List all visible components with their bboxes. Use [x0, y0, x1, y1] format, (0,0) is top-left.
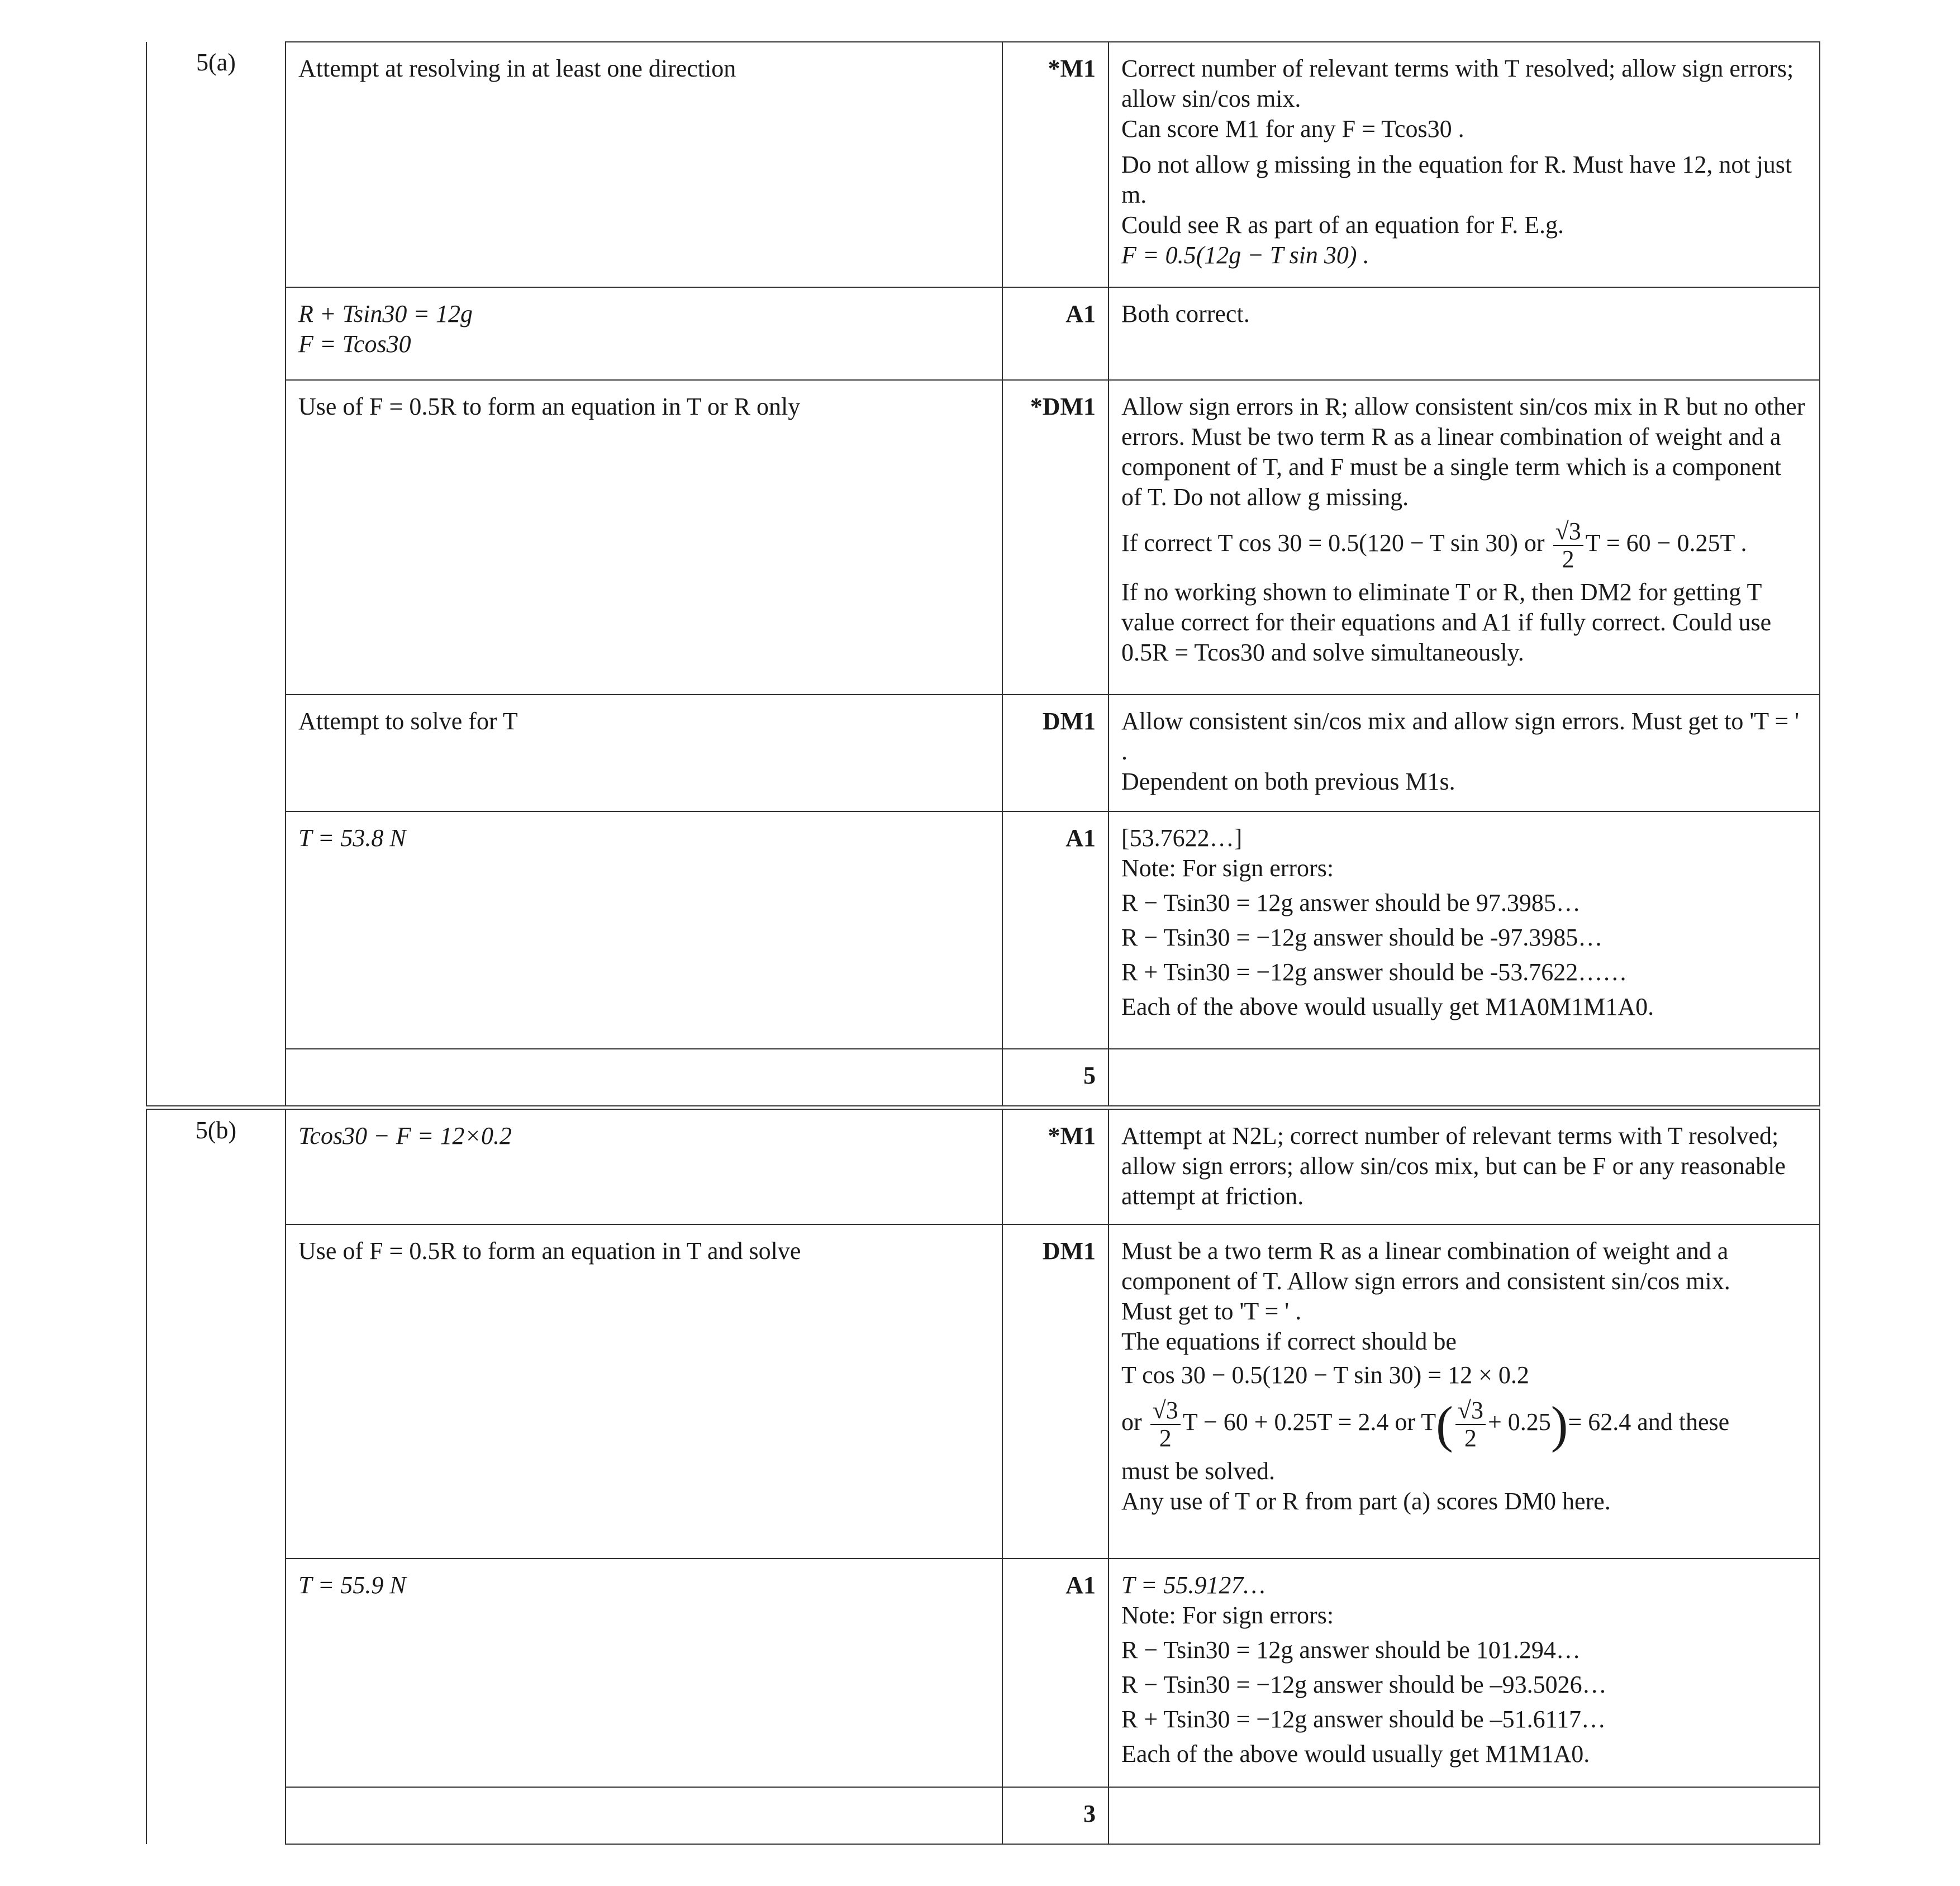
guidance-text: R − Tsin30 = −12g answer should be -97.3985…	[1121, 924, 1603, 951]
table-row	[146, 811, 1820, 1049]
total-row	[146, 1049, 1820, 1106]
guidance-text: R + Tsin30 = −12g answer should be -53.7622……	[1121, 958, 1628, 986]
answer-text: Attempt at resolving in at least one direction	[298, 55, 736, 82]
guidance-text: Both correct.	[1121, 300, 1250, 327]
table-row	[146, 287, 1820, 380]
answer-cell	[286, 380, 1002, 695]
guidance-text: Do not allow g missing in the equation for R. Must have 12, not just m.	[1121, 151, 1792, 208]
table-row	[146, 1224, 1820, 1559]
answer-text: Tcos30 − F = 12×0.2	[298, 1122, 512, 1149]
guidance-text: R − Tsin30 = 12g answer should be 101.294…	[1121, 1636, 1581, 1664]
guidance-text: Any use of T or R from part (a) scores DM0 here.	[1121, 1488, 1611, 1515]
sqrt3-over-2-fraction: $\frac{√3}{2}$	[1150, 1397, 1181, 1452]
guidance-cell	[1109, 380, 1820, 695]
guidance-text: F = 0.5(12g − T sin 30) .	[1121, 241, 1369, 269]
question-number-cell	[146, 42, 286, 1106]
answer-cell	[286, 1224, 1002, 1559]
answer-cell	[286, 1109, 1002, 1224]
mark-cell: DM1	[1002, 695, 1109, 811]
sqrt3-over-2-fraction: $\frac{√3}{2}$	[1553, 518, 1583, 573]
answer-text: Attempt to solve for T	[298, 707, 518, 735]
answer-cell	[286, 287, 1002, 380]
guidance-text: Can score M1 for any F = Tcos30 .	[1121, 115, 1464, 142]
guidance-equation: If correct T cos 30 = 0.5(120 − T sin 30) or $\frac{√3}{2}$ T = 60 − 0.25T .	[1121, 517, 1747, 573]
guidance-text: R − Tsin30 = 12g answer should be 97.3985…	[1121, 889, 1581, 916]
table-row	[146, 695, 1820, 811]
answer-text: F = Tcos30	[298, 330, 411, 358]
guidance-text: Must be a two term R as a linear combination of weight and a component of T. Allow sign errors and consistent sin/cos mix.	[1121, 1237, 1730, 1295]
answer-text: Use of F = 0.5R to form an equation in T or R only	[298, 393, 801, 420]
table-row	[146, 1559, 1820, 1787]
guidance-text: Could see R as part of an equation for F. E.g.	[1121, 211, 1564, 239]
guidance-cell	[1109, 695, 1820, 811]
answer-cell	[286, 1787, 1002, 1844]
guidance-cell	[1109, 42, 1820, 287]
guidance-text: The equations if correct should be	[1121, 1328, 1457, 1355]
mark-cell: A1	[1002, 1559, 1109, 1787]
mark-cell: A1	[1002, 811, 1109, 1049]
guidance-text: must be solved.	[1121, 1457, 1275, 1485]
guidance-cell	[1109, 287, 1820, 380]
guidance-cell	[1109, 1787, 1820, 1844]
guidance-cell	[1109, 1109, 1820, 1224]
guidance-text: [53.7622…]	[1121, 824, 1243, 852]
guidance-text: Must get to 'T = ' .	[1121, 1298, 1302, 1325]
guidance-cell	[1109, 1559, 1820, 1787]
guidance-text: Note: For sign errors:	[1121, 854, 1334, 882]
answer-cell	[286, 1559, 1002, 1787]
guidance-equation: or $\frac{√3}{2}$ T − 60 + 0.25T = 2.4 or T( $\frac{√3}{2}$ + 0.25)= 62.4 and these	[1121, 1396, 1730, 1453]
guidance-text: R − Tsin30 = −12g answer should be –93.5026…	[1121, 1671, 1607, 1698]
guidance-text: T cos 30 − 0.5(120 − T sin 30) = 12 × 0.2	[1121, 1361, 1529, 1389]
answer-cell	[286, 695, 1002, 811]
guidance-text: Attempt at N2L; correct number of relevant terms with T resolved; allow sign errors; allow sin/cos mix, but can be F or any reasonable attempt at friction.	[1121, 1122, 1786, 1210]
guidance-text: Correct number of relevant terms with T resolved; allow sign errors; allow sin/cos mix.	[1121, 55, 1794, 112]
guidance-text: If no working shown to eliminate T or R, then DM2 for getting T value correct for their equations and A1 if fully correct. Could use 0.5R = Tcos30 and solve simultaneously.	[1121, 578, 1772, 666]
table-row	[146, 380, 1820, 695]
guidance-cell	[1109, 1049, 1820, 1106]
question-number: 5(a)	[196, 49, 236, 76]
mark-cell: A1	[1002, 287, 1109, 380]
question-number: 5(b)	[195, 1117, 237, 1144]
guidance-text: Allow consistent sin/cos mix and allow sign errors. Must get to 'T = ' .	[1121, 707, 1800, 765]
question-number-cell	[146, 1109, 286, 1844]
mark-scheme-table	[146, 41, 1820, 1845]
answer-cell	[286, 1049, 1002, 1106]
answer-cell	[286, 811, 1002, 1049]
guidance-text: Allow sign errors in R; allow consistent sin/cos mix in R but no other errors. Must be two term R as a linear combination of weight and a component of T, and F must be a single term which is a component of T. Do not allow g missing.	[1121, 393, 1805, 511]
answer-text: T = 55.9 N	[298, 1571, 406, 1599]
guidance-text: Each of the above would usually get M1M1A0.	[1121, 1740, 1590, 1768]
sqrt3-over-2-fraction: $\frac{√3}{2}$	[1455, 1397, 1486, 1452]
guidance-cell	[1109, 811, 1820, 1049]
guidance-text: R + Tsin30 = −12g answer should be –51.6117…	[1121, 1706, 1606, 1733]
mark-cell: *M1	[1002, 1109, 1109, 1224]
total-marks: 5	[1002, 1049, 1109, 1106]
total-marks: 3	[1002, 1787, 1109, 1844]
table-row	[146, 1109, 1820, 1224]
total-row	[146, 1787, 1820, 1844]
guidance-text: T = 55.9127…	[1121, 1571, 1266, 1599]
table-row	[146, 42, 1820, 287]
guidance-text: Each of the above would usually get M1A0M1M1A0.	[1121, 993, 1654, 1020]
answer-text: R + Tsin30 = 12g	[298, 300, 473, 327]
mark-cell: *M1	[1002, 42, 1109, 287]
guidance-cell	[1109, 1224, 1820, 1559]
answer-text: Use of F = 0.5R to form an equation in T and solve	[298, 1237, 801, 1265]
answer-cell	[286, 42, 1002, 287]
mark-cell: DM1	[1002, 1224, 1109, 1559]
guidance-text: Note: For sign errors:	[1121, 1602, 1334, 1629]
answer-text: T = 53.8 N	[298, 824, 406, 852]
mark-cell: *DM1	[1002, 380, 1109, 695]
guidance-text: Dependent on both previous M1s.	[1121, 768, 1455, 795]
